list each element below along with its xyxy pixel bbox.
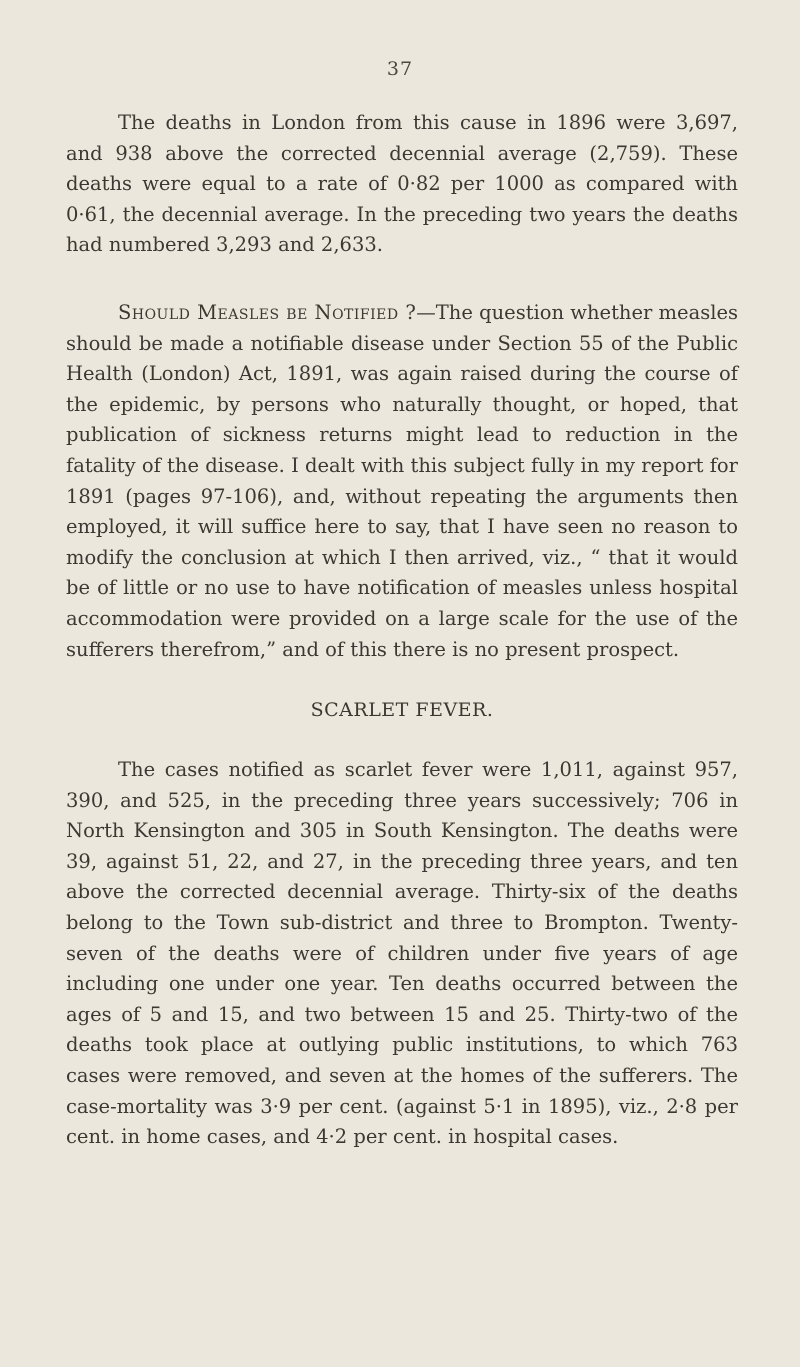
measles-run-in-heading: Should Measles be Notified ?: [118, 300, 417, 324]
paragraph-london-deaths: The deaths in London from this cause in 1896 were 3,697, and 938 above the corrected decennial average (2,759). These deaths were equal to a rate of 0·82 per 1000 as compared with 0·61, the decennial average. In the preceding two years the deaths had numbered 3,293 and 2,633.: [66, 111, 738, 257]
paragraph-measles-notification: [66, 298, 738, 665]
body-text: [66, 108, 738, 1153]
measles-paragraph-text: —The question whether measles should be made a notifiable disease under Section 55 of the Public Health (London) Act, 1891, was again raised during the course of the epidemic, by persons who naturally thought, or hoped, that publication of sickness returns might lead to reduction in the fatality of the disease. I dealt with this subject fully in my report for 1891 (pages 97-106), and, without repeating the arguments then employed, it will suffice here to say, that I have seen no reason to modify the conclusion at which I then arrived, viz., “ that it would be of little or no use to have notification of measles unless hospital accommodation were provided on a large scale for the use of the sufferers therefrom,” and of this there is no present prospect.: [66, 300, 739, 661]
page-number: 37: [386, 58, 414, 80]
paragraph-scarlet-fever: The cases notified as scarlet fever were 1,011, against 957, 390, and 525, in the preceding three years successively; 706 in North Kensington and 305 in South Kensington. The deaths were 39, against 51, 22, and 27, in the preceding three years, and ten above the corrected decennial average. Thirty-six of the deaths belong to the Town sub-district and three to Brompton. Twenty-seven of the deaths were of children under five years of age including one under one year. Ten deaths occurred between the ages of 5 and 15, and two between 15 and 25. Thirty-two of the deaths took place at outlying public institutions, to which 763 cases were removed, and seven at the homes of the sufferers. The case-mortality was 3·9 per cent. (against 5·1 in 1895), viz., 2·8 per cent. in home cases, and 4·2 per cent. in hospital cases.: [66, 758, 738, 1149]
section-heading-scarlet-fever: SCARLET FEVER.: [310, 699, 494, 722]
